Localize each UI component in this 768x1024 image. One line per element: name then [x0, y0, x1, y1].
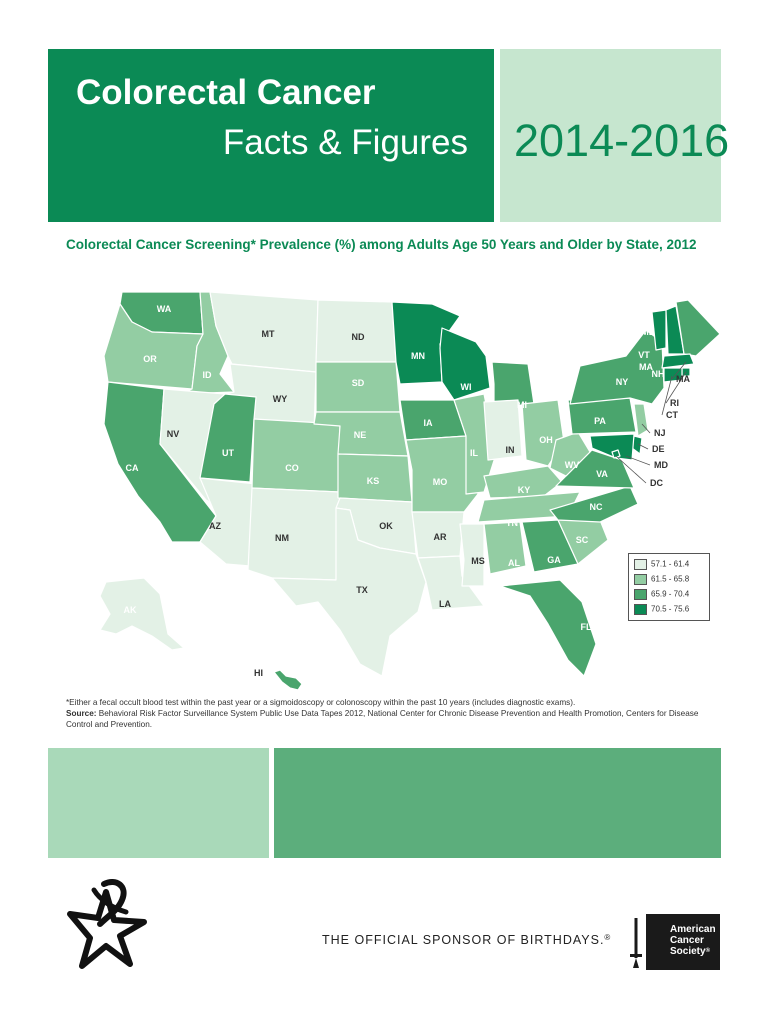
title-line1: Colorectal Cancer [76, 73, 376, 112]
legend-label: 65.9 - 70.4 [651, 589, 690, 599]
edition-years: 2014-2016 [514, 115, 730, 166]
state-label-hi: HI [254, 668, 263, 678]
header-title-panel [48, 49, 494, 222]
acs-wordmark [670, 924, 716, 957]
state-label-vt: VT [638, 350, 650, 360]
legend-item [634, 574, 689, 586]
state-label-dc: DC [650, 478, 663, 488]
state-label-mi: MI [517, 400, 527, 410]
state-label-id: ID [202, 370, 212, 380]
state-label-ms: MS [471, 556, 485, 566]
state-label-wi: WI [460, 382, 472, 392]
state-label-mo: MO [432, 477, 448, 487]
legend-label: 70.5 - 75.6 [651, 604, 690, 614]
state-label-fl: FL [580, 622, 592, 632]
footer-block-left [48, 748, 269, 858]
acs-line-society [670, 946, 716, 957]
acs-society-word: Society [670, 946, 706, 957]
state-label-mn: MN [411, 351, 425, 361]
sponsor-trademark: ® [604, 933, 612, 942]
state-label-oh: OH [539, 435, 553, 445]
state-label-ar: AR [433, 532, 447, 542]
state-label-al: AL [508, 558, 520, 568]
state-label-tx: TX [356, 585, 368, 595]
state-label-ut: UT [222, 448, 234, 458]
state-label-nh: NH [651, 369, 665, 379]
state-label-pa: PA [594, 416, 606, 426]
acs-trademark: ® [705, 948, 710, 954]
state-label-nc: NC [589, 502, 603, 512]
legend-swatch [634, 589, 647, 600]
state-label-de: DE [652, 444, 665, 454]
source-label: Source: [66, 709, 97, 718]
legend-swatch [634, 604, 647, 615]
state-label-ga: GA [547, 555, 561, 565]
sword-icon [628, 914, 644, 970]
legend-swatch [634, 574, 647, 585]
map-title: Colorectal Cancer Screening* Prevalence (%) among Adults Age 50 Years and Older by State, 2012 [66, 237, 697, 252]
sponsor-tagline [322, 933, 611, 947]
state-label-wa: WA [156, 304, 172, 314]
state-label-ne: NE [353, 430, 367, 440]
state-label-ks: KS [366, 476, 380, 486]
state-label-sc: SC [575, 535, 589, 545]
header-years-panel [500, 49, 730, 222]
state-label-tn: TN [506, 518, 518, 528]
footer-block-right [274, 748, 721, 858]
state-label-ct: CT [666, 410, 678, 420]
state-nd [316, 300, 396, 362]
state-label-ky: KY [517, 485, 531, 495]
state-ak [100, 578, 184, 650]
state-label-la: LA [439, 599, 451, 609]
state-label-ia: IA [423, 418, 433, 428]
state-label-nv: NV [166, 429, 180, 439]
state-label-wy: WY [272, 394, 288, 404]
state-nm [248, 488, 340, 580]
state-label-ny: NY [615, 377, 629, 387]
state-label-co: CO [285, 463, 299, 473]
acs-line-american: American [670, 924, 716, 935]
sponsor-text: THE OFFICIAL SPONSOR OF BIRTHDAYS. [322, 933, 605, 947]
survivor-star-ribbon-logo [64, 878, 154, 970]
state-label-az: AZ [209, 521, 221, 531]
legend-label: 57.1 - 61.4 [651, 559, 690, 569]
state-label-ma: MA [676, 374, 690, 384]
state-label-nm: NM [275, 533, 289, 543]
state-label-md: MD [654, 460, 668, 470]
state-label-ok: OK [379, 521, 393, 531]
acs-line-cancer: Cancer [670, 935, 704, 946]
acs-logo-box [646, 914, 720, 970]
map-notes [66, 697, 716, 730]
state-label-in: IN [505, 445, 515, 455]
state-label-va: VA [596, 469, 608, 479]
state-label-mt: MT [261, 329, 275, 339]
state-label-il: IL [470, 448, 478, 458]
source-text: Behavioral Risk Factor Surveillance System Public Use Data Tapes 2012, National Center for Chronic Disease Prevention and Health Promotion, Centers for Disease Control and Prevention. [66, 709, 699, 729]
state-label-ak: AK [123, 605, 137, 615]
state-label-me: ME [641, 327, 655, 337]
state-hi [274, 670, 302, 690]
state-label-nj: NJ [654, 428, 666, 438]
state-label-ma: MA [639, 362, 653, 372]
source-note [66, 708, 716, 730]
legend-swatch [634, 559, 647, 570]
state-label-ri: RI [670, 398, 679, 408]
state-me [676, 300, 720, 356]
state-ma [662, 354, 694, 368]
state-ms [460, 524, 484, 586]
us-choropleth-map [60, 264, 720, 694]
state-co [252, 419, 340, 492]
legend-item [634, 589, 689, 601]
leader-line-md [626, 456, 650, 465]
state-label-nd: ND [351, 332, 365, 342]
state-label-ca: CA [125, 463, 139, 473]
legend-item [634, 604, 689, 616]
footnote: *Either a fecal occult blood test within the past year or a sigmoidoscopy or colonoscopy within the past 10 years (includes diagnostic exams). [66, 698, 576, 707]
state-label-wv: WV [564, 460, 580, 470]
state-label-or: OR [143, 354, 157, 364]
acs-logo [628, 914, 720, 970]
state-dc [612, 450, 620, 458]
legend-item [634, 559, 689, 571]
legend-label: 61.5 - 65.8 [651, 574, 690, 584]
state-label-sd: SD [351, 378, 365, 388]
map-legend [628, 553, 710, 621]
title-line2: Facts & Figures [222, 123, 468, 162]
